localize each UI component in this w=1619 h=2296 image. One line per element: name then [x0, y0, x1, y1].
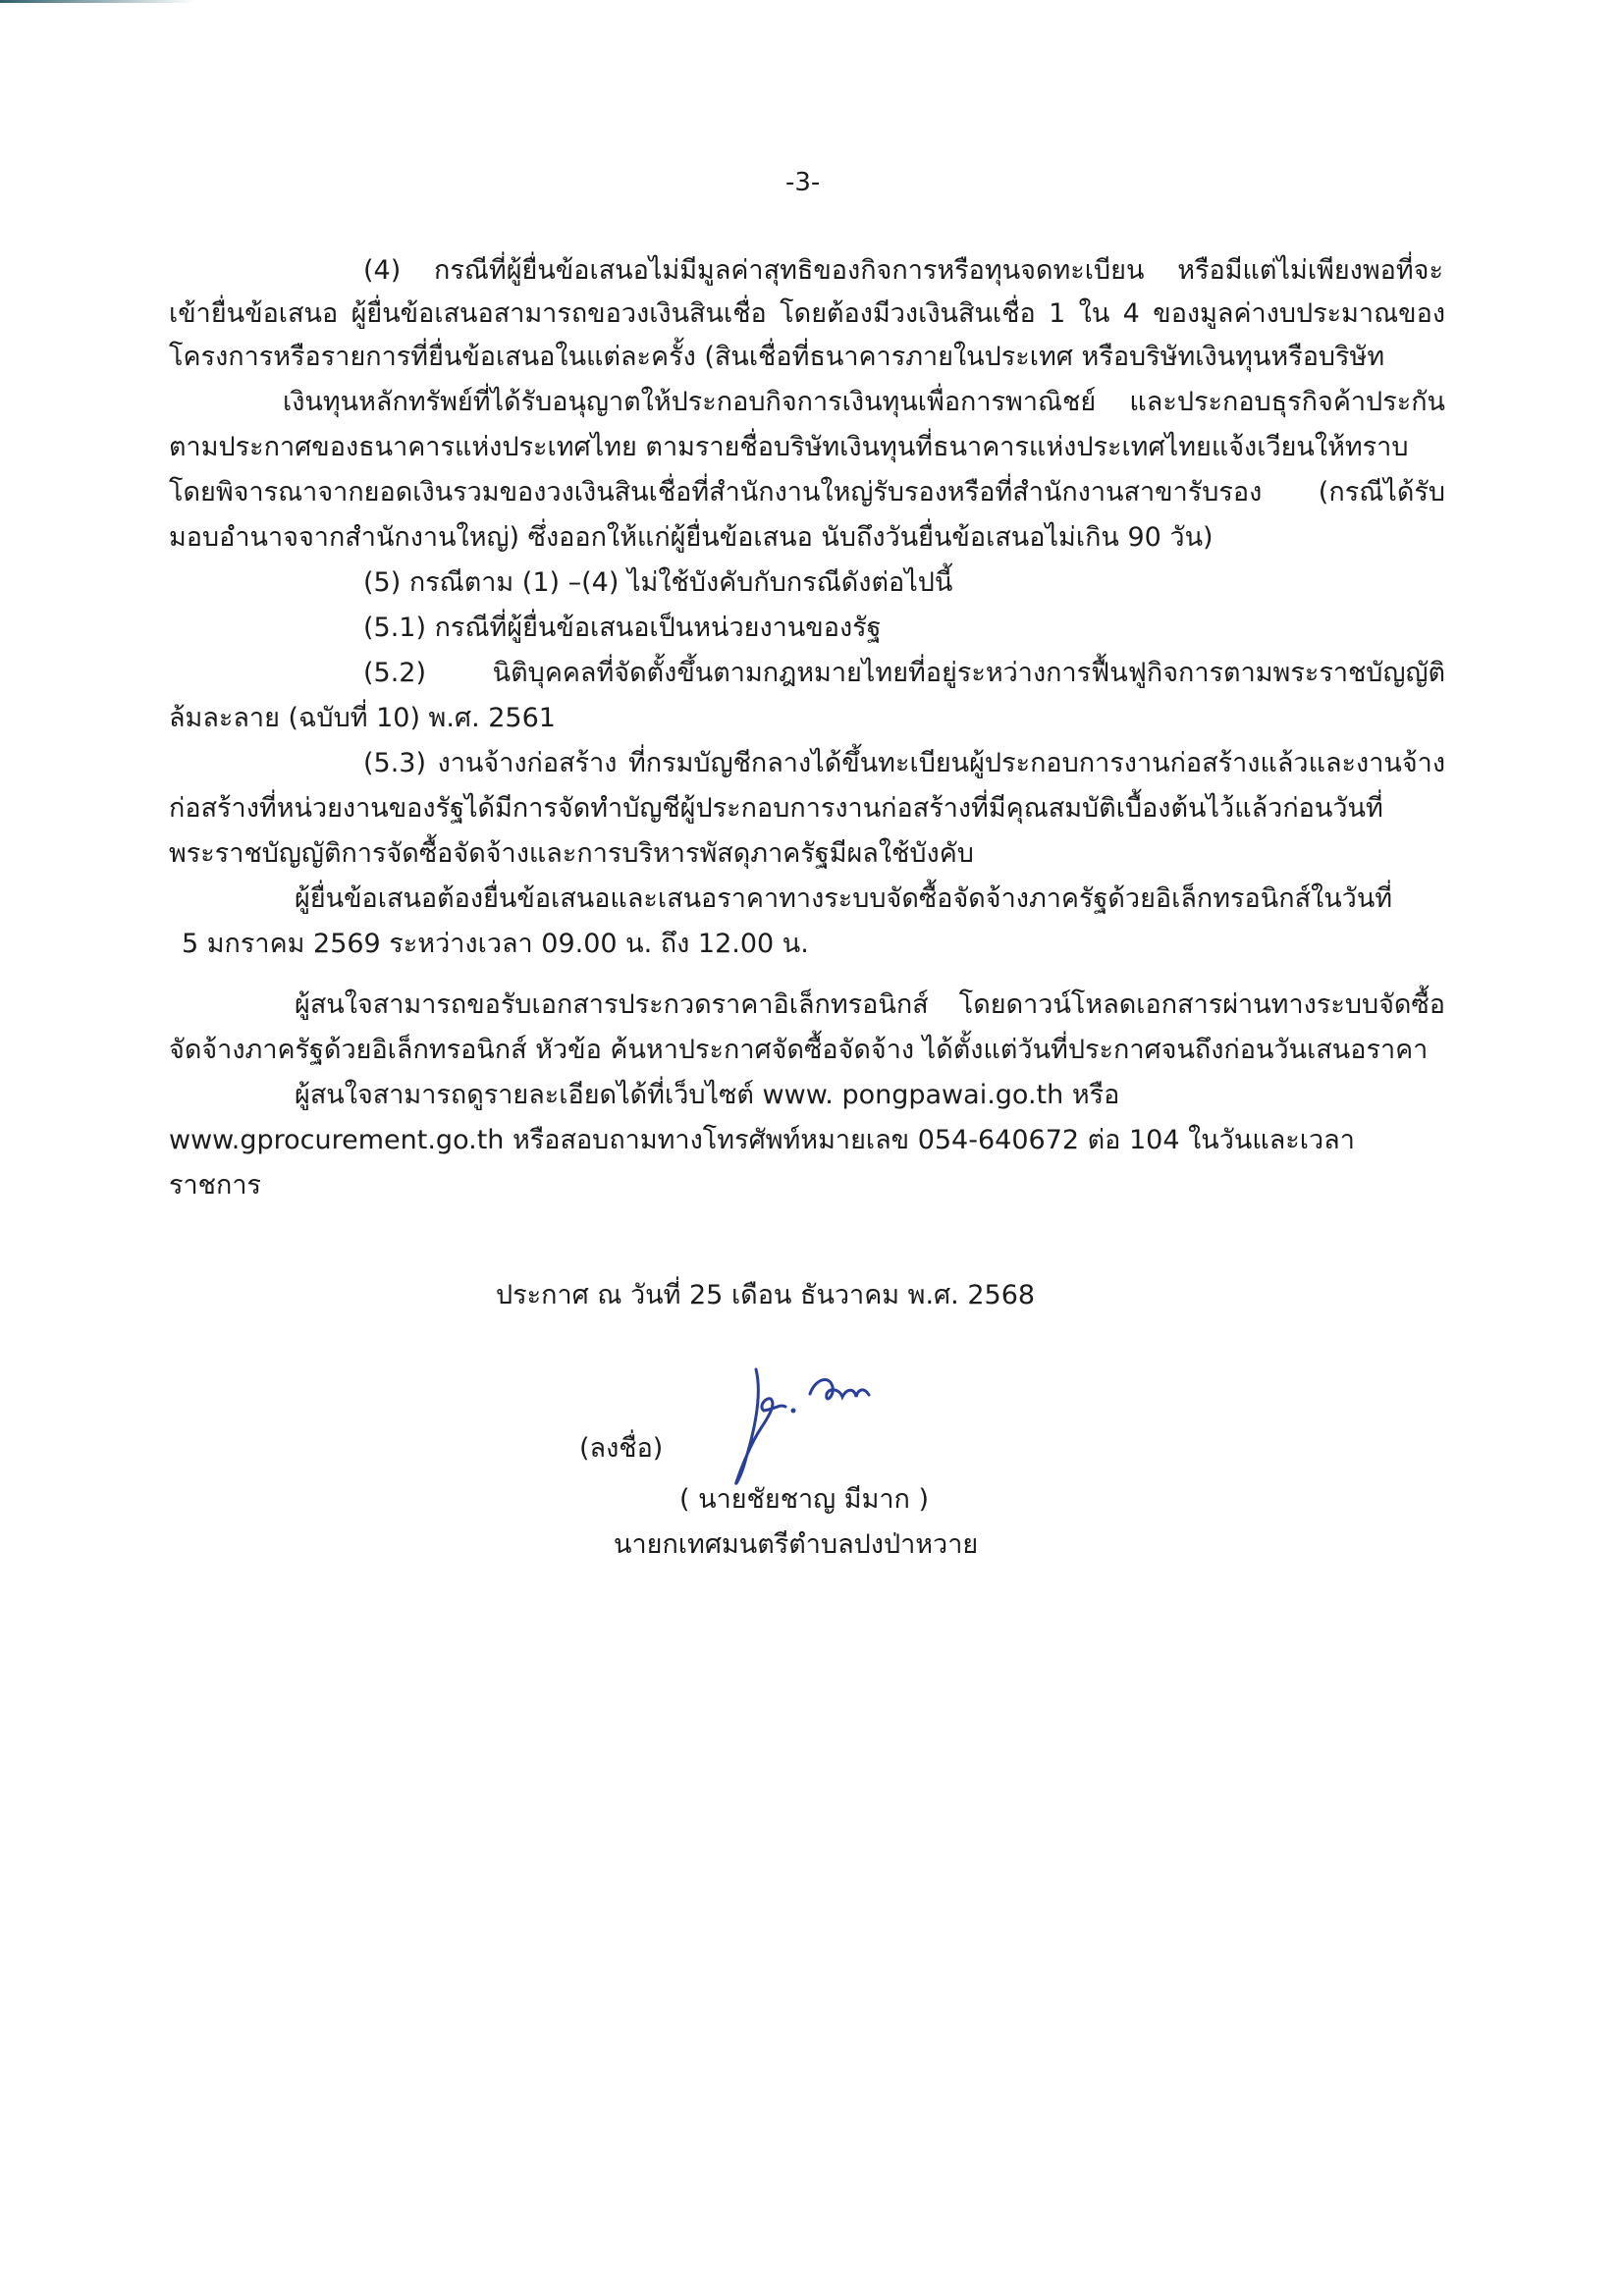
paragraph-4-line-3: โครงการหรือรายการที่ยื่นข้อเสนอในแต่ละครั้ง (สินเชื่อที่ธนาคารภายในประเทศ หรือบริษัทเงินทุนหรือบริษัท [169, 342, 1385, 372]
scan-edge-mark [0, 0, 196, 3]
contact-line-3: ราชการ [169, 1170, 261, 1201]
signer-title: นายกเทศมนตรีตำบลปงป่าหวาย [614, 1529, 979, 1560]
item-5-1: (5.1) กรณีที่ผู้ยื่นข้อเสนอเป็นหน่วยงานของรัฐ [363, 613, 882, 643]
page-number: -3- [785, 168, 821, 197]
signature-label: (ลงชื่อ) [579, 1433, 664, 1464]
handwritten-signature [717, 1350, 933, 1497]
item-5-3-line-1: (5.3) งานจ้างก่อสร้าง ที่กรมบัญชีกลางได้ขึ้นทะเบียนผู้ประกอบการงานก่อสร้างแล้วและงานจ้าง [363, 748, 1445, 778]
paragraph-4-line-4: เงินทุนหลักทรัพย์ที่ได้รับอนุญาตให้ประกอบกิจการเงินทุนเพื่อการพาณิชย์ และประกอบธุรกิจค้าประกัน [283, 387, 1445, 417]
paragraph-5: (5) กรณีตาม (1) –(4) ไม่ใช้บังคับกับกรณีดังต่อไปนี้ [363, 567, 953, 598]
documents-line-1: ผู้สนใจสามารถขอรับเอกสารประกวดราคาอิเล็กทรอนิกส์ โดยดาวน์โหลดเอกสารผ่านทางระบบจัดซื้อ [295, 989, 1445, 1020]
signer-name: ( นายชัยชาญ มีมาก ) [679, 1484, 929, 1515]
item-5-2-line-1: (5.2) นิติบุคคลที่จัดตั้งขึ้นตามกฎหมายไทยที่อยู่ระหว่างการฟื้นฟูกิจการตามพระราชบัญญัติ [363, 658, 1445, 688]
item-5-3-line-3: พระราชบัญญัติการจัดซื้อจัดจ้างและการบริหารพัสดุภาครัฐมีผลใช้บังคับ [169, 838, 974, 869]
paragraph-4-line-1: (4) กรณีที่ผู้ยื่นข้อเสนอไม่มีมูลค่าสุทธิของกิจการหรือทุนจดทะเบียน หรือมีแต่ไม่เพียงพอที่จะ [363, 255, 1443, 286]
submission-line-1: ผู้ยื่นข้อเสนอต้องยื่นข้อเสนอและเสนอราคาทางระบบจัดซื้อจัดจ้างภาครัฐด้วยอิเล็กทรอนิกส์ในวันที่ [295, 883, 1393, 914]
paragraph-4-line-7: มอบอำนาจจากสำนักงานใหญ่) ซึ่งออกให้แก่ผู้ยื่นข้อเสนอ นับถึงวันยื่นข้อเสนอไม่เกิน 90 วัน) [169, 522, 1214, 553]
item-5-3-line-2: ก่อสร้างที่หน่วยงานของรัฐได้มีการจัดทำบัญชีผู้ประกอบการงานก่อสร้างที่มีคุณสมบัติเบื้องต้นไว้แล้วก่อนวันที่ [169, 793, 1383, 824]
submission-line-2: 5 มกราคม 2569 ระหว่างเวลา 09.00 น. ถึง 12.00 น. [182, 929, 809, 959]
contact-line-1: ผู้สนใจสามารถดูรายละเอียดได้ที่เว็บไซต์ www. pongpawai.go.th หรือ [295, 1080, 1120, 1110]
contact-line-2: www.gprocurement.go.th หรือสอบถามทางโทรศัพท์หมายเลข 054-640672 ต่อ 104 ในวันและเวลา [169, 1125, 1355, 1155]
paragraph-4-line-6: โดยพิจารณาจากยอดเงินรวมของวงเงินสินเชื่อที่สำนักงานใหญ่รับรองหรือที่สำนักงานสาขารับรอง (กรณีได้รับ [169, 477, 1445, 507]
item-5-2-line-2: ล้มละลาย (ฉบับที่ 10) พ.ศ. 2561 [169, 703, 556, 733]
documents-line-2: จัดจ้างภาครัฐด้วยอิเล็กทรอนิกส์ หัวข้อ ค้นหาประกาศจัดซื้อจัดจ้าง ได้ตั้งแต่วันที่ประกาศจนถึงก่อนวันเสนอราคา [169, 1035, 1429, 1065]
announcement-date: ประกาศ ณ วันที่ 25 เดือน ธันวาคม พ.ศ. 2568 [496, 1280, 1036, 1310]
paragraph-4-line-5: ตามประกาศของธนาคารแห่งประเทศไทย ตามรายชื่อบริษัทเงินทุนที่ธนาคารแห่งประเทศไทยแจ้งเวียนให้ทราบ [169, 432, 1409, 462]
paragraph-4-line-2: เข้ายื่นข้อเสนอ ผู้ยื่นข้อเสนอสามารถขอวงเงินสินเชื่อ โดยต้องมีวงเงินสินเชื่อ 1 ใน 4 ของมูลค่างบประมาณของ [169, 298, 1445, 329]
